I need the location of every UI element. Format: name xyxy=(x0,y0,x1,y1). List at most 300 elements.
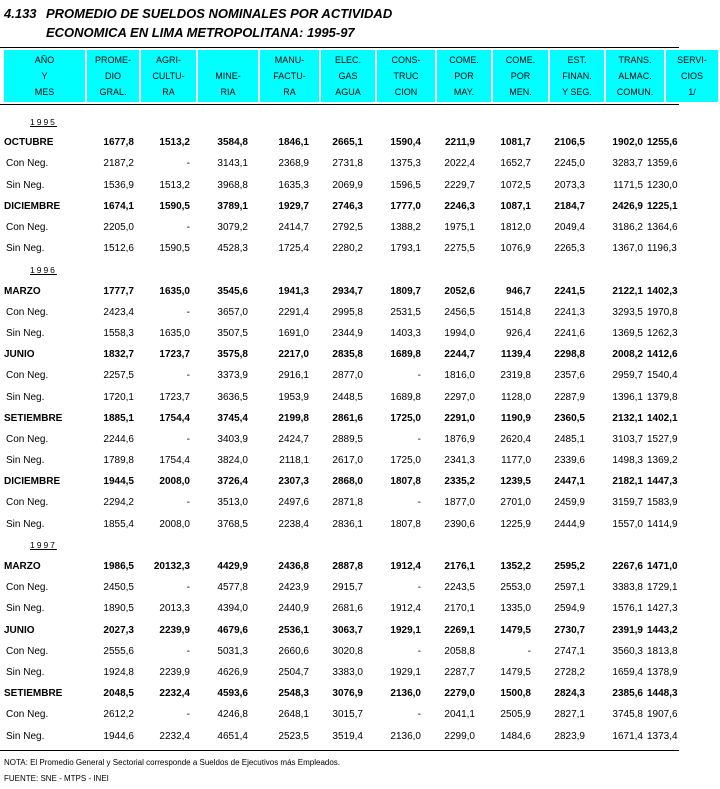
table-cell: 2368,9 xyxy=(278,158,309,170)
column-header-10 xyxy=(606,50,664,102)
source-text: FUENTE: SNE - MTPS - INEI xyxy=(4,774,109,783)
table-cell: 1230,0 xyxy=(647,179,678,191)
table-cell: 1414,9 xyxy=(647,518,678,530)
table-row xyxy=(0,514,679,535)
table-cell: 2523,5 xyxy=(278,730,309,742)
table-cell: 1723,7 xyxy=(159,391,190,403)
table-cell: 2052,6 xyxy=(444,285,475,297)
table-cell: 2836,1 xyxy=(332,518,363,530)
column-header-11 xyxy=(666,50,718,102)
table-cell: 2182,1 xyxy=(612,476,643,488)
column-header-line: RIA xyxy=(220,87,236,97)
table-cell: 1375,3 xyxy=(390,158,421,170)
table-cell: 1177,0 xyxy=(501,455,531,467)
table-cell: 1367,0 xyxy=(612,243,643,255)
column-header-line: 1/ xyxy=(688,87,696,97)
table-cell: - xyxy=(186,582,190,594)
table-cell: 2232,4 xyxy=(159,730,190,742)
year-label: 1996 xyxy=(30,264,57,275)
table-cell: 1807,8 xyxy=(390,518,421,530)
column-header-line: AGUA xyxy=(335,87,361,97)
table-cell: 2287,9 xyxy=(554,391,585,403)
table-cell: - xyxy=(417,433,421,445)
table-cell: 1262,3 xyxy=(647,327,678,339)
table-cell: 2497,6 xyxy=(278,497,309,509)
table-cell: 2291,0 xyxy=(444,412,475,424)
table-cell: 1877,0 xyxy=(444,497,475,509)
table-cell: 2423,4 xyxy=(103,306,134,318)
table-cell: 1659,4 xyxy=(612,666,643,678)
table-cell: 2027,3 xyxy=(103,624,134,636)
table-cell: 3373,9 xyxy=(217,370,248,382)
month-row xyxy=(0,281,679,302)
column-header-line: RA xyxy=(162,87,175,97)
table-row xyxy=(0,217,679,238)
table-cell: 2447,1 xyxy=(554,476,585,488)
table-cell: 1691,0 xyxy=(278,327,309,339)
table-cell: - xyxy=(186,306,190,318)
table-cell: 2008,2 xyxy=(612,349,643,361)
table-cell: 2505,9 xyxy=(500,709,531,721)
column-header-9 xyxy=(550,50,604,102)
table-cell: 3575,8 xyxy=(217,349,248,361)
table-cell: 2239,9 xyxy=(159,666,190,678)
table-cell: 1536,9 xyxy=(103,179,134,191)
table-cell: 1239,5 xyxy=(500,476,531,488)
table-cell: - xyxy=(527,645,531,657)
table-cell: 1890,5 xyxy=(103,603,134,615)
table-cell: 1929,1 xyxy=(390,666,421,678)
row-label: Con Neg. xyxy=(6,645,49,657)
table-cell: 1754,4 xyxy=(159,412,190,424)
table-cell: 2041,1 xyxy=(444,709,475,721)
month-row xyxy=(0,132,679,153)
table-cell: 1352,2 xyxy=(500,561,531,573)
table-cell: 2136,0 xyxy=(390,730,421,742)
table-cell: 3726,4 xyxy=(217,476,248,488)
table-cell: 4394,0 xyxy=(217,603,248,615)
table-row xyxy=(0,450,679,471)
table-cell: 1689,8 xyxy=(390,349,421,361)
table-cell: 1087,1 xyxy=(500,200,531,212)
table-cell: 2426,9 xyxy=(612,200,643,212)
table-cell: 3513,0 xyxy=(217,497,248,509)
table-cell: 1725,0 xyxy=(390,455,421,467)
table-cell: 1729,1 xyxy=(647,582,678,594)
row-label: MARZO xyxy=(4,561,41,573)
table-cell: 2106,5 xyxy=(554,137,585,149)
table-cell: 1635,0 xyxy=(159,327,190,339)
table-cell: 1907,6 xyxy=(647,709,678,721)
table-cell: 2887,8 xyxy=(332,561,363,573)
table-cell: 2731,8 xyxy=(332,158,363,170)
column-header-line: FACTU- xyxy=(273,71,306,81)
table-cell: 1443,2 xyxy=(647,624,678,636)
table-cell: 1953,9 xyxy=(278,391,309,403)
table-cell: 1929,7 xyxy=(278,200,309,212)
table-cell: 2069,9 xyxy=(332,179,363,191)
table-cell: 2959,7 xyxy=(612,370,643,382)
table-cell: 2136,0 xyxy=(390,688,421,700)
table-cell: 2730,7 xyxy=(554,624,585,636)
table-cell: 4246,8 xyxy=(217,709,248,721)
table-cell: 1846,1 xyxy=(278,137,309,149)
table-cell: 1723,7 xyxy=(159,349,190,361)
table-cell: 2335,2 xyxy=(444,476,475,488)
table-cell: 2597,1 xyxy=(554,582,585,594)
title-line-1: PROMEDIO DE SUELDOS NOMINALES POR ACTIVIDAD xyxy=(46,6,393,21)
table-cell: 2245,0 xyxy=(554,158,585,170)
row-label: MARZO xyxy=(4,285,41,297)
column-header-8 xyxy=(493,50,548,102)
column-header-line: MINE- xyxy=(215,71,241,81)
table-cell: 2275,5 xyxy=(444,243,475,255)
table-row xyxy=(0,175,679,196)
column-header-2 xyxy=(141,50,196,102)
table-cell: 2013,3 xyxy=(159,603,190,615)
table-cell: 2934,7 xyxy=(332,285,363,297)
table-cell: 2877,0 xyxy=(332,370,363,382)
column-header-line: TRANS. xyxy=(618,55,652,65)
column-header-line: MAY. xyxy=(453,87,475,97)
table-cell: 2391,9 xyxy=(612,624,643,636)
table-cell: 1513,2 xyxy=(159,137,190,149)
title-line-2: ECONOMICA EN LIMA METROPOLITANA: 1995-97 xyxy=(46,25,355,40)
table-cell: 2239,9 xyxy=(159,624,190,636)
table-cell: - xyxy=(417,645,421,657)
table-cell: 5031,3 xyxy=(217,645,248,657)
table-cell: 1652,7 xyxy=(500,158,531,170)
table-cell: 1378,9 xyxy=(647,666,678,678)
column-header-line: POR xyxy=(510,71,531,81)
row-label: Sin Neg. xyxy=(6,518,45,530)
table-cell: - xyxy=(186,222,190,234)
year-label: 1995 xyxy=(30,116,57,127)
table-cell: 2747,1 xyxy=(554,645,585,657)
table-cell: 1720,1 xyxy=(103,391,134,403)
table-cell: 1255,6 xyxy=(647,137,678,149)
table-cell: 1807,8 xyxy=(390,476,421,488)
column-header-line: CULTU- xyxy=(152,71,185,81)
table-cell: - xyxy=(186,433,190,445)
table-cell: 2048,5 xyxy=(103,688,134,700)
table-cell: 2291,4 xyxy=(278,306,309,318)
table-cell: 2344,9 xyxy=(332,327,363,339)
table-cell: 1500,8 xyxy=(500,688,531,700)
column-header-line: CIOS xyxy=(680,71,703,81)
table-title xyxy=(4,4,392,42)
table-cell: 2339,6 xyxy=(554,455,585,467)
row-label: Sin Neg. xyxy=(6,730,45,742)
table-cell: 1832,7 xyxy=(103,349,134,361)
row-label: Sin Neg. xyxy=(6,603,45,615)
table-cell: 1590,5 xyxy=(159,243,190,255)
column-header-4 xyxy=(260,50,319,102)
table-cell: 2058,8 xyxy=(444,645,475,657)
table-cell: 2620,4 xyxy=(500,433,531,445)
table-cell: - xyxy=(417,497,421,509)
table-cell: 1076,9 xyxy=(500,243,531,255)
column-header-line xyxy=(198,52,258,68)
table-cell: 2868,0 xyxy=(332,476,363,488)
column-header-6 xyxy=(377,50,435,102)
column-header-line: DIO xyxy=(104,71,121,81)
table-cell: 1902,0 xyxy=(612,137,643,149)
table-cell: 2423,9 xyxy=(278,582,309,594)
table-cell: 1412,6 xyxy=(647,349,678,361)
column-header-1 xyxy=(87,50,139,102)
table-cell: 4679,6 xyxy=(217,624,248,636)
table-cell: 3519,4 xyxy=(332,730,363,742)
table-cell: 2287,7 xyxy=(444,666,475,678)
table-cell: 1596,5 xyxy=(390,179,421,191)
table-row xyxy=(0,492,679,513)
table-cell: - xyxy=(186,158,190,170)
table-row xyxy=(0,704,679,725)
table-cell: 2199,8 xyxy=(278,412,309,424)
table-cell: 2176,1 xyxy=(444,561,475,573)
table-cell: 1369,5 xyxy=(612,327,643,339)
table-cell: 3015,7 xyxy=(332,709,363,721)
year-row xyxy=(0,259,679,280)
column-header-line: GRAL. xyxy=(99,87,127,97)
table-cell: 1590,5 xyxy=(159,200,190,212)
table-cell: 1576,1 xyxy=(612,603,643,615)
table-cell: - xyxy=(186,645,190,657)
table-cell: 1677,8 xyxy=(103,137,134,149)
table-cell: 1128,0 xyxy=(501,391,531,403)
column-header-table xyxy=(2,50,720,102)
table-cell: 1689,8 xyxy=(390,391,421,403)
table-cell: 1447,3 xyxy=(647,476,678,488)
month-row xyxy=(0,556,679,577)
table-cell: 2217,0 xyxy=(278,349,309,361)
table-row xyxy=(0,429,679,450)
table-cell: 2229,7 xyxy=(444,179,475,191)
table-cell: 1388,2 xyxy=(390,222,421,234)
column-header-line: EST. xyxy=(567,55,587,65)
table-cell: 2257,5 xyxy=(103,370,134,382)
table-cell: 1789,8 xyxy=(103,455,134,467)
table-cell: 1513,2 xyxy=(159,179,190,191)
table-cell: 1912,4 xyxy=(390,603,421,615)
table-row xyxy=(0,365,679,386)
row-label: JUNIO xyxy=(4,624,35,636)
table-cell: - xyxy=(186,709,190,721)
table-cell: 3159,7 xyxy=(612,497,643,509)
table-cell: 1427,3 xyxy=(647,603,678,615)
table-cell: 2728,2 xyxy=(554,666,585,678)
table-cell: 3403,9 xyxy=(217,433,248,445)
month-row xyxy=(0,471,679,492)
column-header-3 xyxy=(198,50,258,102)
table-cell: 2319,8 xyxy=(500,370,531,382)
table-cell: 1225,1 xyxy=(647,200,678,212)
column-header-line: FINAN. xyxy=(562,71,592,81)
table-cell: 2424,7 xyxy=(278,433,309,445)
table-cell: 2436,8 xyxy=(278,561,309,573)
column-header-line: POR xyxy=(454,71,474,81)
table-cell: 2341,3 xyxy=(444,455,475,467)
row-label: Con Neg. xyxy=(6,433,49,445)
table-cell: 1885,1 xyxy=(103,412,134,424)
table-cell: 2297,0 xyxy=(444,391,475,403)
table-cell: 1970,8 xyxy=(647,306,678,318)
row-label: SETIEMBRE xyxy=(4,412,63,424)
table-cell: 3584,8 xyxy=(217,137,248,149)
table-cell: 1514,8 xyxy=(500,306,531,318)
table-cell: 1754,4 xyxy=(159,455,190,467)
table-cell: 2280,2 xyxy=(332,243,363,255)
table-cell: 1379,8 xyxy=(647,391,678,403)
table-cell: 2132,1 xyxy=(612,412,643,424)
table-cell: 3745,4 xyxy=(217,412,248,424)
row-label: OCTUBRE xyxy=(4,137,54,149)
table-row xyxy=(0,323,679,344)
table-cell: 2211,9 xyxy=(444,137,475,149)
table-cell: 1975,1 xyxy=(444,222,475,234)
row-label: Sin Neg. xyxy=(6,666,45,678)
row-label: Sin Neg. xyxy=(6,243,45,255)
table-cell: 2889,5 xyxy=(332,433,363,445)
table-cell: 3560,3 xyxy=(612,645,643,657)
table-cell: 1359,6 xyxy=(647,158,678,170)
row-label: Con Neg. xyxy=(6,582,49,594)
table-cell: 2269,1 xyxy=(444,624,475,636)
table-cell: 2205,0 xyxy=(103,222,134,234)
table-number: 4.133 xyxy=(4,6,37,21)
table-cell: 2448,5 xyxy=(332,391,363,403)
table-cell: 2612,2 xyxy=(103,709,134,721)
table-cell: 2648,1 xyxy=(278,709,309,721)
table-cell: 2243,5 xyxy=(444,582,475,594)
table-cell: 2299,0 xyxy=(444,730,475,742)
table-cell: 1369,2 xyxy=(647,455,678,467)
table-cell: 1635,3 xyxy=(278,179,309,191)
header-rule xyxy=(0,104,679,105)
table-cell: 1674,1 xyxy=(103,200,134,212)
table-cell: 2298,8 xyxy=(554,349,585,361)
table-cell: 2665,1 xyxy=(332,137,363,149)
table-cell: 1171,5 xyxy=(613,179,643,191)
column-header-line: COME. xyxy=(505,55,536,65)
table-cell: 1583,9 xyxy=(647,497,678,509)
table-cell: 1557,0 xyxy=(612,518,643,530)
table-cell: 2122,1 xyxy=(612,285,643,297)
month-row xyxy=(0,683,679,704)
table-cell: 1402,3 xyxy=(647,285,678,297)
table-cell: 2118,1 xyxy=(279,455,309,467)
table-cell: 3293,5 xyxy=(612,306,643,318)
table-cell: 1540,4 xyxy=(647,370,678,382)
table-cell: 3063,7 xyxy=(332,624,363,636)
row-label: Con Neg. xyxy=(6,306,49,318)
table-cell: 2553,0 xyxy=(500,582,531,594)
table-cell: 2450,5 xyxy=(103,582,134,594)
table-cell: 2008,0 xyxy=(159,476,190,488)
table-cell: 2360,5 xyxy=(554,412,585,424)
table-cell: 2265,3 xyxy=(554,243,585,255)
table-cell: 1402,1 xyxy=(647,412,678,424)
table-cell: 2238,4 xyxy=(278,518,309,530)
table-cell: 2184,7 xyxy=(554,200,585,212)
month-row xyxy=(0,344,679,365)
column-header-0 xyxy=(4,50,85,102)
table-row xyxy=(0,598,679,619)
table-cell: 1941,3 xyxy=(278,285,309,297)
table-row xyxy=(0,386,679,407)
table-cell: 2871,8 xyxy=(332,497,363,509)
table-cell: 2244,6 xyxy=(103,433,134,445)
table-cell: 3768,5 xyxy=(217,518,248,530)
table-cell: 1373,4 xyxy=(647,730,678,742)
table-cell: 1777,7 xyxy=(103,285,134,297)
table-cell: 2244,7 xyxy=(444,349,475,361)
table-cell: 3657,0 xyxy=(217,306,248,318)
column-header-line: AGRI- xyxy=(155,55,181,65)
table-cell: 2279,0 xyxy=(444,688,475,700)
table-cell: 1196,3 xyxy=(647,243,677,255)
table-cell: 926,4 xyxy=(505,327,531,339)
table-cell: 2536,1 xyxy=(278,624,309,636)
table-cell: - xyxy=(417,582,421,594)
table-cell: 2823,9 xyxy=(554,730,585,742)
table-cell: 1364,6 xyxy=(647,222,678,234)
table-cell: 1396,1 xyxy=(612,391,643,403)
table-cell: 2073,3 xyxy=(554,179,585,191)
table-cell: 2022,4 xyxy=(444,158,475,170)
table-cell: 1876,9 xyxy=(444,433,475,445)
table-cell: 4429,9 xyxy=(217,561,248,573)
row-label: Con Neg. xyxy=(6,497,49,509)
table-cell: 1558,3 xyxy=(103,327,134,339)
table-cell: 2792,5 xyxy=(332,222,363,234)
table-cell: 1512,6 xyxy=(103,243,134,255)
month-row xyxy=(0,620,679,641)
table-cell: - xyxy=(186,497,190,509)
row-label: Sin Neg. xyxy=(6,179,45,191)
table-cell: 2008,0 xyxy=(159,518,190,530)
table-cell: 1812,0 xyxy=(500,222,531,234)
column-header-line: AÑO xyxy=(34,55,55,65)
table-cell: 946,7 xyxy=(505,285,531,297)
table-row xyxy=(0,662,679,683)
table-cell: 3789,1 xyxy=(217,200,248,212)
column-header-line: RA xyxy=(283,87,296,97)
column-header-line: TRUC xyxy=(393,71,419,81)
column-header-line: CONS- xyxy=(391,55,421,65)
row-label: Con Neg. xyxy=(6,709,49,721)
table-cell: 4593,6 xyxy=(217,688,248,700)
table-cell: 2390,6 xyxy=(444,518,475,530)
table-cell: 2824,3 xyxy=(554,688,585,700)
table-cell: 2531,5 xyxy=(390,306,421,318)
table-cell: 1635,0 xyxy=(159,285,190,297)
table-cell: 1929,1 xyxy=(390,624,421,636)
table-row xyxy=(0,725,679,746)
table-cell: 1809,7 xyxy=(390,285,421,297)
column-header-line: SERVI- xyxy=(677,55,707,65)
row-label: Con Neg. xyxy=(6,370,49,382)
table-cell: 3545,6 xyxy=(217,285,248,297)
year-row xyxy=(0,111,679,132)
table-cell: 1590,4 xyxy=(390,137,421,149)
table-cell: 2385,6 xyxy=(612,688,643,700)
table-cell: 2701,0 xyxy=(500,497,531,509)
table-cell: 2827,1 xyxy=(554,709,585,721)
table-cell: - xyxy=(417,709,421,721)
table-cell: 2681,6 xyxy=(332,603,363,615)
